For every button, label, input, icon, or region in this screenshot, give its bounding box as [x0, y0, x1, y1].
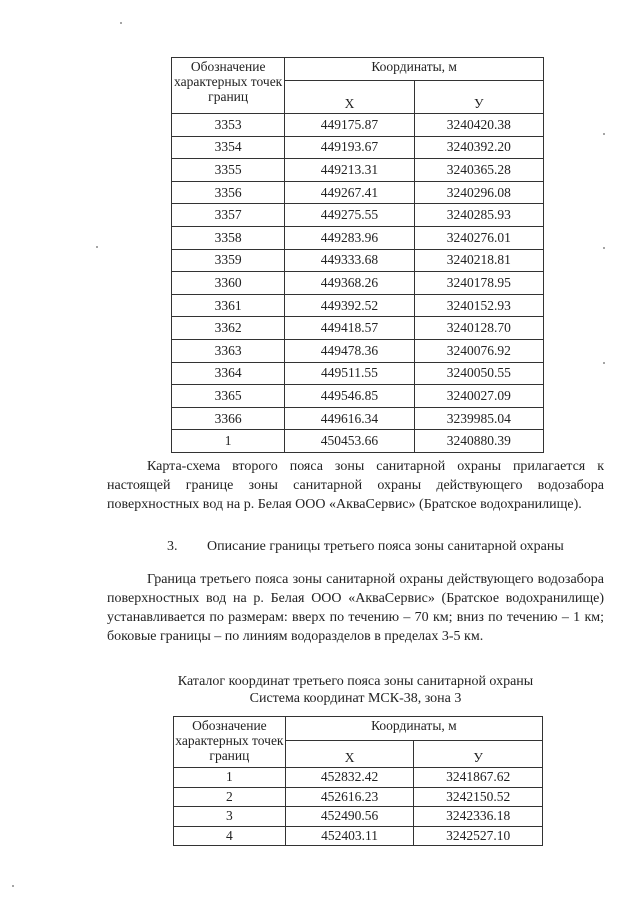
- scan-speck: [603, 362, 605, 364]
- x-cell: 449175.87: [285, 114, 414, 137]
- x-cell: 449511.55: [285, 362, 414, 385]
- header-x: X: [285, 741, 414, 768]
- x-cell: 452403.11: [285, 826, 414, 846]
- point-cell: 3366: [172, 407, 285, 430]
- x-cell: 449546.85: [285, 385, 414, 408]
- point-cell: 1: [174, 768, 286, 788]
- table-header-row: [172, 58, 544, 81]
- point-cell: 3359: [172, 249, 285, 272]
- scan-speck: [120, 22, 122, 24]
- coordinates-table-zone2: [171, 57, 544, 453]
- x-cell: 449418.57: [285, 317, 414, 340]
- header-coordinates: Координаты, м: [285, 58, 544, 81]
- table-header-row: [174, 717, 543, 741]
- y-cell: 3242527.10: [414, 826, 543, 846]
- y-cell: 3240420.38: [414, 114, 543, 137]
- point-cell: 3364: [172, 362, 285, 385]
- y-cell: 3240152.93: [414, 294, 543, 317]
- point-cell: 3358: [172, 226, 285, 249]
- point-cell: 3357: [172, 204, 285, 227]
- y-cell: 3240128.70: [414, 317, 543, 340]
- table-row: [172, 159, 544, 182]
- y-cell: 3241867.62: [414, 768, 543, 788]
- header-y: У: [414, 741, 543, 768]
- point-cell: 3353: [172, 114, 285, 137]
- y-cell: 3240285.93: [414, 204, 543, 227]
- header-x: X: [285, 81, 414, 114]
- x-cell: 449193.67: [285, 136, 414, 159]
- table-row: [174, 787, 543, 807]
- x-cell: 449275.55: [285, 204, 414, 227]
- y-cell: 3240296.08: [414, 181, 543, 204]
- table-row: [172, 249, 544, 272]
- table-body: [172, 114, 544, 453]
- x-cell: 452832.42: [285, 768, 414, 788]
- x-cell: 450453.66: [285, 430, 414, 453]
- scan-speck: [12, 885, 14, 887]
- table-row: [172, 204, 544, 227]
- table-body: [174, 768, 543, 846]
- header-y: У: [414, 81, 543, 114]
- point-cell: 2: [174, 787, 286, 807]
- y-cell: 3240178.95: [414, 272, 543, 295]
- table-row: [174, 768, 543, 788]
- y-cell: 3240218.81: [414, 249, 543, 272]
- table-row: [172, 294, 544, 317]
- section-title: Описание границы третьего пояса зоны санитарной охраны: [207, 539, 564, 554]
- y-cell: 3242150.52: [414, 787, 543, 807]
- table-row: [172, 317, 544, 340]
- x-cell: 449333.68: [285, 249, 414, 272]
- point-cell: 3355: [172, 159, 285, 182]
- map-scheme-paragraph: Карта-схема второго пояса зоны санитарной охраны прилагается к настоящей границе зоны санитарной охраны действующего водозабора поверхностных вод на р. Белая ООО «АкваСервис» (Братское водохранилище).: [107, 459, 604, 512]
- x-cell: 449616.34: [285, 407, 414, 430]
- y-cell: 3242336.18: [414, 807, 543, 827]
- table-row: [172, 114, 544, 137]
- header-point-label: Обозначение характерных точек границ: [172, 58, 285, 114]
- x-cell: 449368.26: [285, 272, 414, 295]
- point-cell: 3363: [172, 339, 285, 362]
- coordinates-table-zone3: [173, 716, 543, 846]
- y-cell: 3240050.55: [414, 362, 543, 385]
- y-cell: 3240027.09: [414, 385, 543, 408]
- point-cell: 1: [172, 430, 285, 453]
- point-cell: 4: [174, 826, 286, 846]
- table-row: [172, 272, 544, 295]
- table-row: [172, 226, 544, 249]
- y-cell: 3240365.28: [414, 159, 543, 182]
- third-zone-description: Граница третьего пояса зоны санитарной охраны действующего водозабора поверхностных вод на р. Белая ООО «АкваСервис» (Братское водохранилище) устанавливается по размерам: вверх по течению – 70 км; вниз по течению – 1 км; боковые границы – по линиям водоразделов в пределах 3-5 км.: [107, 572, 604, 644]
- scan-speck: [603, 247, 605, 249]
- header-point-label: Обозначение характерных точек границ: [174, 717, 286, 768]
- x-cell: 449283.96: [285, 226, 414, 249]
- x-cell: 452490.56: [285, 807, 414, 827]
- y-cell: 3240076.92: [414, 339, 543, 362]
- x-cell: 449213.31: [285, 159, 414, 182]
- y-cell: 3239985.04: [414, 407, 543, 430]
- table-row: [174, 807, 543, 827]
- x-cell: 449267.41: [285, 181, 414, 204]
- point-cell: 3: [174, 807, 286, 827]
- point-cell: 3362: [172, 317, 285, 340]
- point-cell: 3365: [172, 385, 285, 408]
- point-cell: 3356: [172, 181, 285, 204]
- point-cell: 3360: [172, 272, 285, 295]
- x-cell: 452616.23: [285, 787, 414, 807]
- y-cell: 3240276.01: [414, 226, 543, 249]
- header-coordinates: Координаты, м: [285, 717, 542, 741]
- table-row: [172, 430, 544, 453]
- y-cell: 3240392.20: [414, 136, 543, 159]
- table-row: [174, 826, 543, 846]
- x-cell: 449392.52: [285, 294, 414, 317]
- section-number: 3.: [167, 539, 178, 554]
- table-row: [172, 136, 544, 159]
- table-row: [172, 181, 544, 204]
- scan-speck: [603, 133, 605, 135]
- point-cell: 3354: [172, 136, 285, 159]
- point-cell: 3361: [172, 294, 285, 317]
- catalog-caption: Каталог координат третьего пояса зоны санитарной охраны: [177, 674, 534, 689]
- y-cell: 3240880.39: [414, 430, 543, 453]
- x-cell: 449478.36: [285, 339, 414, 362]
- scan-speck: [96, 246, 98, 248]
- table-row: [172, 385, 544, 408]
- table-row: [172, 362, 544, 385]
- table-row: [172, 339, 544, 362]
- coordinate-system-caption: Система координат МСК-38, зона 3: [249, 691, 462, 706]
- table-row: [172, 407, 544, 430]
